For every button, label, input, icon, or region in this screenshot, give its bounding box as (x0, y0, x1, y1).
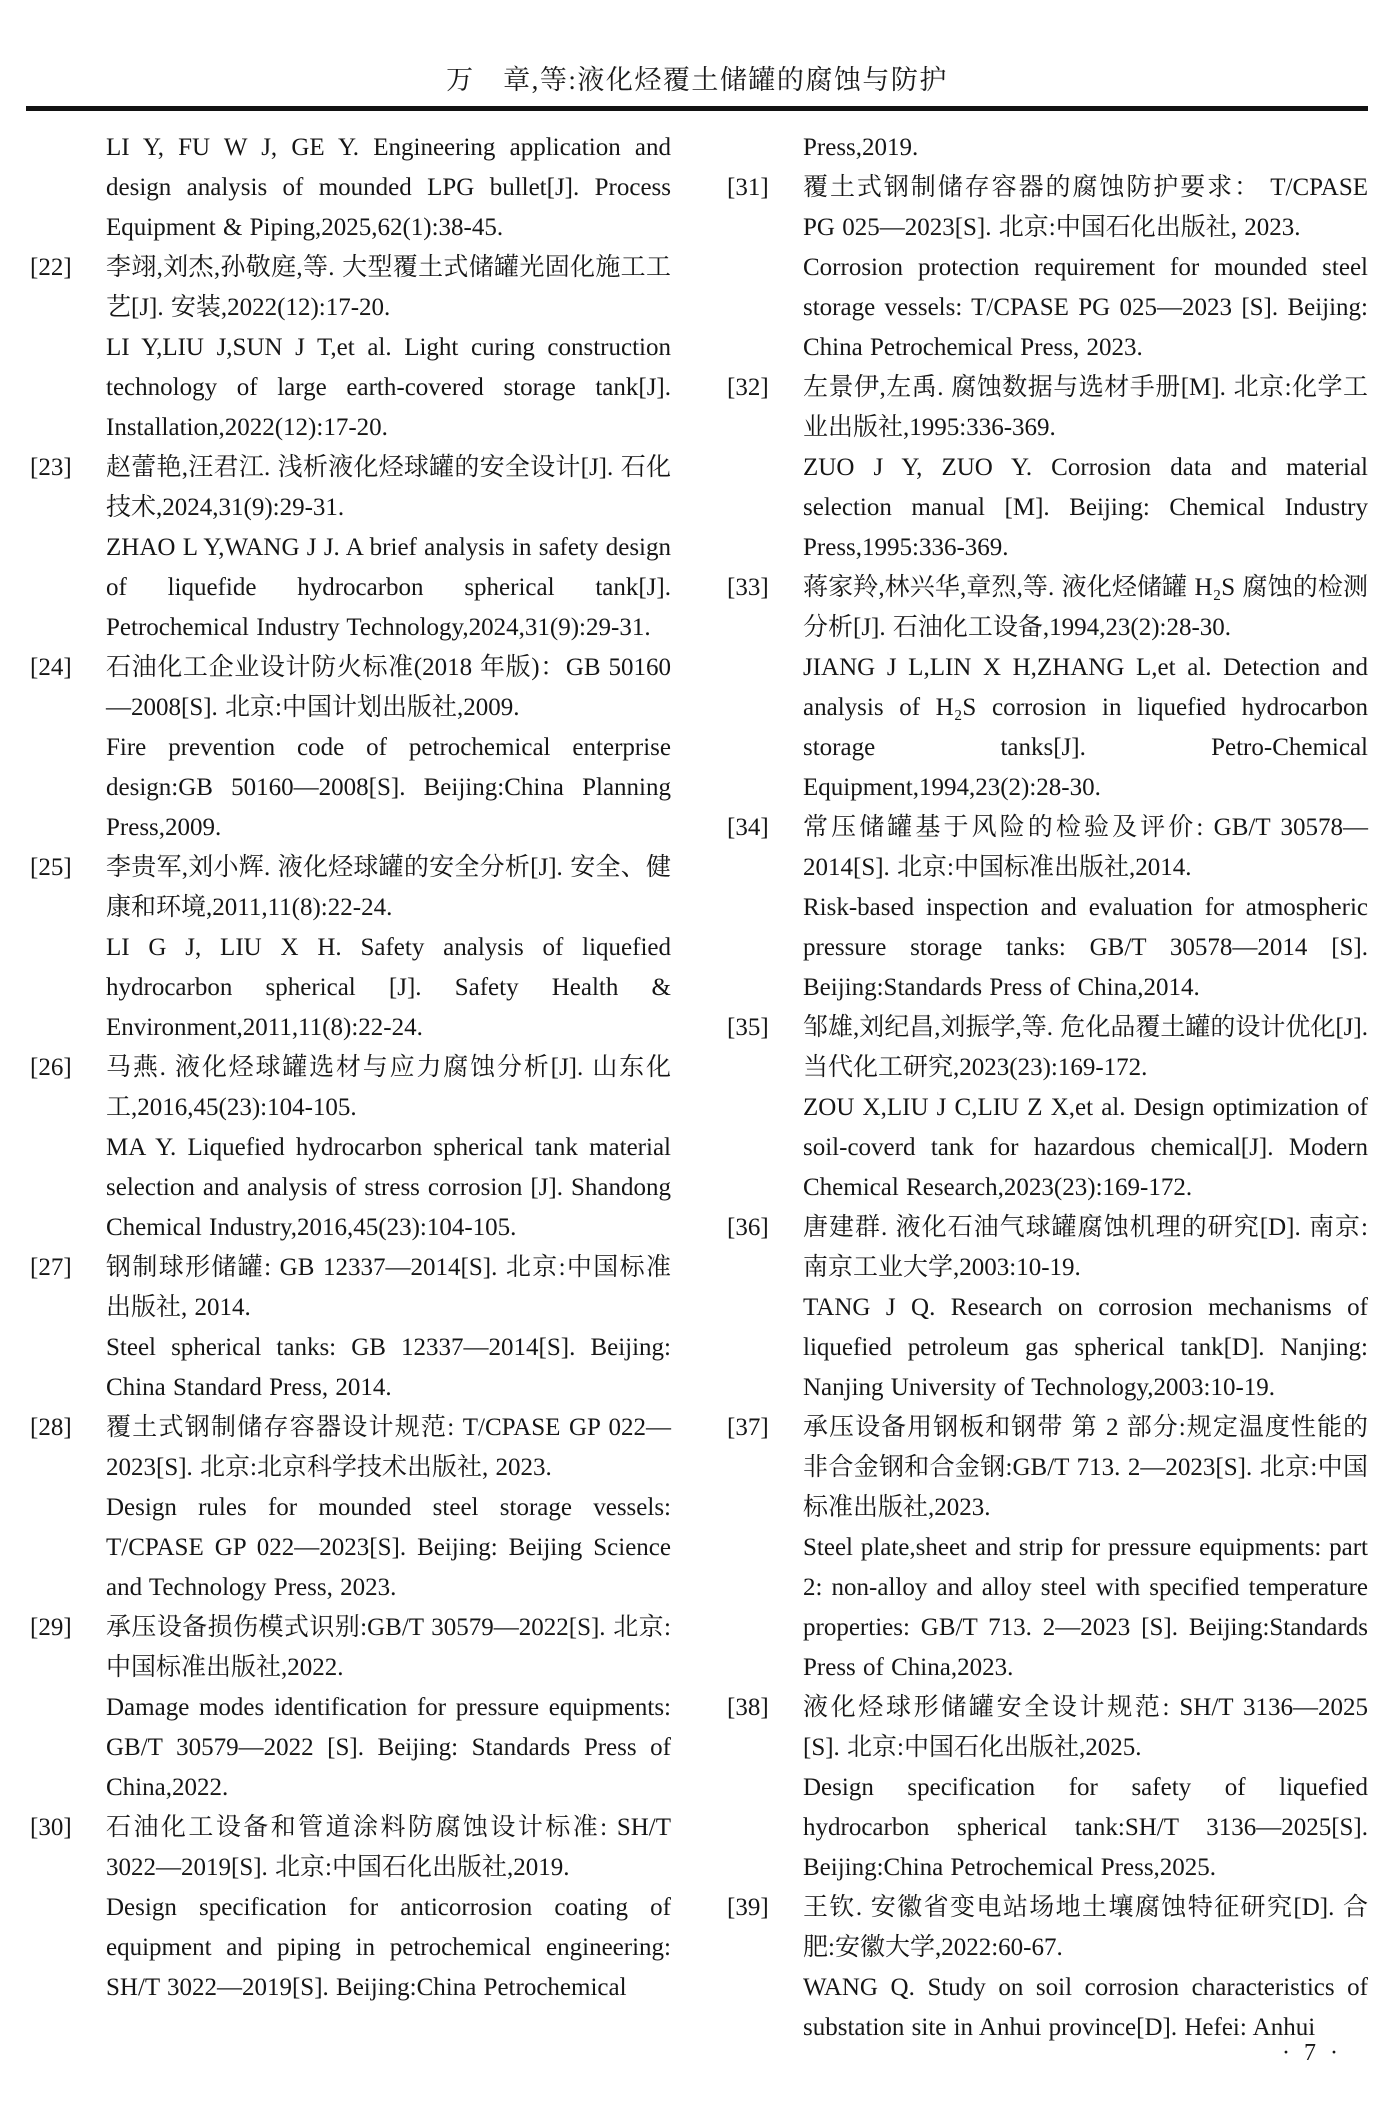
reference-text: 常压储罐基于风险的检验及评价: GB/T 30578—2014[S]. 北京:中国标准出版社,2014. (803, 814, 1368, 881)
reference-number: [22] (30, 254, 72, 281)
reference-entry (727, 1768, 1368, 1888)
reference-number (30, 728, 106, 848)
reference-text: 左景伊,左禹. 腐蚀数据与选材手册[M]. 北京:化学工业出版社,1995:336-369. (803, 374, 1368, 441)
reference-text: ZOU X,LIU J C,LIU Z X,et al. Design optimization of soil-coverd tank for hazardous chemical[J]. Modern Chemical Research,2023(23):169-172. (803, 1094, 1368, 1201)
reference-entry (727, 808, 1368, 888)
reference-text: 马燕. 液化烃球罐选材与应力腐蚀分析[J]. 山东化工,2016,45(23):104-105. (106, 1054, 671, 1121)
reference-text: 液化烃球形储罐安全设计规范: SH/T 3136—2025 [S]. 北京:中国石化出版社,2025. (803, 1694, 1368, 1761)
left-column (30, 128, 671, 2048)
reference-entry (727, 888, 1368, 1008)
reference-number: [27] (30, 1254, 72, 1281)
reference-entry (727, 448, 1368, 568)
page-title: 万 章,等:液化烃覆土储罐的腐蚀与防护 (446, 65, 948, 95)
reference-text: 承压设备用钢板和钢带 第 2 部分:规定温度性能的非合金钢和合金钢:GB/T 713. 2—2023[S]. 北京:中国标准出版社,2023. (803, 1414, 1368, 1521)
reference-number (727, 648, 803, 808)
reference-text: Corrosion protection requirement for mounded steel storage vessels: T/CPASE PG 025—2023 [S]. Beijing: China Petrochemical Press, 2023. (803, 254, 1368, 361)
reference-entry (727, 1008, 1368, 1088)
reference-entry (30, 248, 671, 328)
reference-text: 钢制球形储罐: GB 12337—2014[S]. 北京:中国标准出版社, 2014. (106, 1254, 671, 1321)
reference-entry (727, 1208, 1368, 1288)
reference-text: WANG Q. Study on soil corrosion characteristics of substation site in Anhui province[D]. Hefei: Anhui (803, 1974, 1368, 2041)
reference-entry (727, 248, 1368, 368)
reference-text: Press,2019. (803, 134, 919, 161)
reference-entry (727, 1968, 1368, 2048)
reference-number: [25] (30, 854, 72, 881)
reference-text: Steel plate,sheet and strip for pressure equipments: part 2: non-alloy and alloy steel with specified temperature properties: GB/T 713. 2—2023 [S]. Beijing:Standards Press of China,2023. (803, 1534, 1368, 1681)
reference-number (727, 1768, 803, 1888)
reference-number (727, 1968, 803, 2048)
reference-entry (727, 1088, 1368, 1208)
reference-text: ZHAO L Y,WANG J J. A brief analysis in safety design of liquefide hydrocarbon spherical tank[J]. Petrochemical Industry Technology,2024,31(9):29-31. (106, 534, 671, 641)
reference-entry (727, 648, 1368, 808)
reference-number: [34] (727, 814, 769, 841)
reference-text: 覆土式钢制储存容器设计规范: T/CPASE GP 022—2023[S]. 北京:北京科学技术出版社, 2023. (106, 1414, 671, 1481)
reference-number: [28] (30, 1414, 72, 1441)
reference-number: [38] (727, 1694, 769, 1721)
reference-text: Design specification for anticorrosion coating of equipment and piping in petrochemical engineering: SH/T 3022—2019[S]. Beijing:China Petrochemical (106, 1894, 671, 2001)
reference-number (30, 128, 106, 248)
reference-number: [32] (727, 374, 769, 401)
reference-number (30, 1328, 106, 1408)
reference-entry (30, 1408, 671, 1488)
reference-number (30, 528, 106, 648)
reference-entry (727, 368, 1368, 448)
reference-text: ZUO J Y, ZUO Y. Corrosion data and material selection manual [M]. Beijing: Chemical Industry Press,1995:336-369. (803, 454, 1368, 561)
reference-text: 石油化工企业设计防火标准(2018 年版)：GB 50160—2008[S]. 北京:中国计划出版社,2009. (106, 654, 671, 721)
reference-text: LI G J, LIU X H. Safety analysis of liquefied hydrocarbon spherical [J]. Safety Health & Environment,2011,11(8):22-24. (106, 934, 671, 1041)
reference-entry (727, 1528, 1368, 1688)
reference-entry (727, 1408, 1368, 1528)
reference-text: Fire prevention code of petrochemical enterprise design:GB 50160—2008[S]. Beijing:China Planning Press,2009. (106, 734, 671, 841)
reference-entry (30, 128, 671, 248)
reference-entry (727, 1688, 1368, 1768)
reference-text: Design specification for safety of liquefied hydrocarbon spherical tank:SH/T 3136—2025[S]. Beijing:China Petrochemical Press,2025. (803, 1774, 1368, 1881)
references-section (30, 128, 1368, 2048)
reference-entry (727, 168, 1368, 248)
page-number: · 7 · (1282, 2040, 1342, 2066)
reference-text: 承压设备损伤模式识别:GB/T 30579—2022[S]. 北京:中国标准出版社,2022. (106, 1614, 671, 1681)
reference-number (30, 1688, 106, 1808)
reference-number (30, 1888, 106, 2008)
reference-number: [31] (727, 174, 769, 201)
reference-number (30, 928, 106, 1048)
header-divider (26, 106, 1368, 111)
reference-number (727, 888, 803, 1008)
reference-text: 赵蕾艳,汪君江. 浅析液化烃球罐的安全设计[J]. 石化技术,2024,31(9):29-31. (106, 454, 671, 521)
reference-number (727, 1528, 803, 1688)
reference-entry (727, 1888, 1368, 1968)
reference-text: 李贵军,刘小辉. 液化烃球罐的安全分析[J]. 安全、健康和环境,2011,11(8):22-24. (106, 854, 671, 921)
reference-number (727, 248, 803, 368)
reference-entry (30, 1128, 671, 1248)
reference-number (727, 1088, 803, 1208)
reference-number: [30] (30, 1814, 72, 1841)
reference-entry (727, 128, 1368, 168)
reference-entry (30, 1888, 671, 2008)
reference-entry (30, 928, 671, 1048)
reference-entry (30, 1328, 671, 1408)
reference-text: 李翊,刘杰,孙敬庭,等. 大型覆土式储罐光固化施工工艺[J]. 安装,2022(12):17-20. (106, 254, 671, 321)
reference-number (727, 128, 803, 168)
reference-entry (30, 328, 671, 448)
reference-number: [29] (30, 1614, 72, 1641)
reference-text: Steel spherical tanks: GB 12337—2014[S]. Beijing: China Standard Press, 2014. (106, 1334, 671, 1401)
reference-entry (30, 848, 671, 928)
reference-number (30, 328, 106, 448)
reference-text: LI Y, FU W J, GE Y. Engineering application and design analysis of mounded LPG bullet[J]. Process Equipment & Piping,2025,62(1):38-45. (106, 134, 671, 241)
reference-text: JIANG J L,LIN X H,ZHANG L,et al. Detection and analysis of H₂S corrosion in liquefied hydrocarbon storage tanks[J]. Petro-Chemical Equipment,1994,23(2):28-30. (803, 654, 1368, 801)
reference-text: Damage modes identification for pressure equipments: GB/T 30579—2022 [S]. Beijing: Standards Press of China,2022. (106, 1694, 671, 1801)
reference-number (727, 448, 803, 568)
reference-number: [24] (30, 654, 72, 681)
right-column (727, 128, 1368, 2048)
reference-number (727, 1288, 803, 1408)
reference-number: [37] (727, 1414, 769, 1441)
reference-text: 石油化工设备和管道涂料防腐蚀设计标准: SH/T 3022—2019[S]. 北京:中国石化出版社,2019. (106, 1814, 671, 1881)
reference-entry (30, 448, 671, 528)
reference-number: [26] (30, 1054, 72, 1081)
reference-entry (30, 1248, 671, 1328)
reference-text: Design rules for mounded steel storage vessels: T/CPASE GP 022—2023[S]. Beijing: Beijing Science and Technology Press, 2023. (106, 1494, 671, 1601)
reference-text: Risk-based inspection and evaluation for atmospheric pressure storage tanks: GB/T 30578—2014 [S]. Beijing:Standards Press of China,2014. (803, 894, 1368, 1001)
reference-text: MA Y. Liquefied hydrocarbon spherical tank material selection and analysis of stress corrosion [J]. Shandong Chemical Industry,2016,45(23):104-105. (106, 1134, 671, 1241)
reference-entry (30, 1608, 671, 1688)
reference-entry (30, 1488, 671, 1608)
reference-entry (30, 528, 671, 648)
reference-number: [33] (727, 574, 769, 601)
reference-entry (30, 1808, 671, 1888)
reference-text: 王钦. 安徽省变电站场地土壤腐蚀特征研究[D]. 合肥:安徽大学,2022:60-67. (803, 1894, 1368, 1961)
reference-text: 蒋家羚,林兴华,章烈,等. 液化烃储罐 H₂S 腐蚀的检测分析[J]. 石油化工设备,1994,23(2):28-30. (803, 574, 1368, 641)
reference-text: TANG J Q. Research on corrosion mechanisms of liquefied petroleum gas spherical tank[D]. Nanjing: Nanjing University of Technology,2003:10-19. (803, 1294, 1368, 1401)
reference-number (30, 1488, 106, 1608)
reference-text: 邹雄,刘纪昌,刘振学,等. 危化品覆土罐的设计优化[J]. 当代化工研究,2023(23):169-172. (803, 1014, 1368, 1081)
reference-number: [23] (30, 454, 72, 481)
reference-entry (30, 1048, 671, 1128)
reference-number: [35] (727, 1014, 769, 1041)
reference-number: [39] (727, 1894, 769, 1921)
reference-text: 覆土式钢制储存容器的腐蚀防护要求： T/CPASE PG 025—2023[S]. 北京:中国石化出版社, 2023. (803, 174, 1368, 241)
reference-text: LI Y,LIU J,SUN J T,et al. Light curing construction technology of large earth-covered storage tank[J]. Installation,2022(12):17-20. (106, 334, 671, 441)
reference-entry (30, 648, 671, 728)
reference-number (30, 1128, 106, 1248)
reference-entry (727, 1288, 1368, 1408)
reference-entry (30, 1688, 671, 1808)
reference-entry (30, 728, 671, 848)
reference-number: [36] (727, 1214, 769, 1241)
reference-entry (727, 568, 1368, 648)
reference-text: 唐建群. 液化石油气球罐腐蚀机理的研究[D]. 南京:南京工业大学,2003:10-19. (803, 1214, 1368, 1281)
